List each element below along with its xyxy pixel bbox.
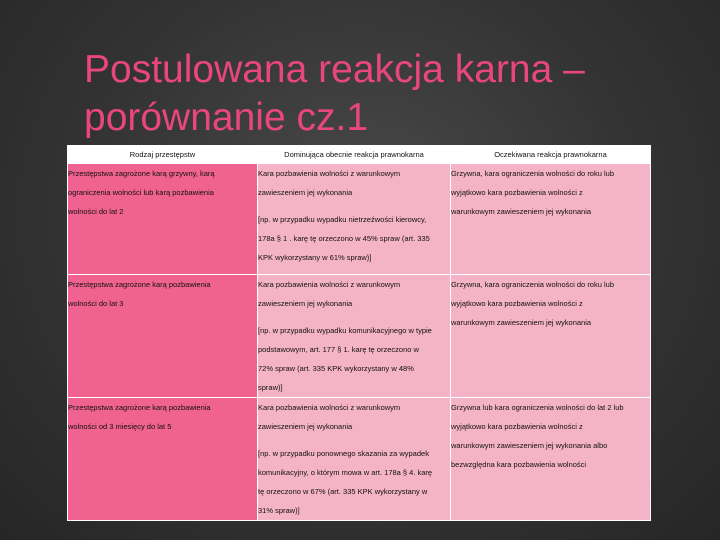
expected-reaction-cell: Grzywna, kara ograniczenia wolności do roku lub wyjątkowo kara pozbawienia wolności z warunkowym zawieszeniem jej wykonania — [451, 164, 651, 275]
header-current-reaction: Dominująca obecnie reakcja prawnokarna — [258, 146, 451, 164]
current-reaction-cell: Kara pozbawienia wolności z warunkowym zawieszeniem jej wykonania [np. w przypadku wypadku nietrzeźwości kierowcy, 178a § 1 . karę tę orzeczono w 45% spraw (art. 335 KPK wykorzystany w 61% spraw)] — [258, 164, 451, 275]
table-header-row — [68, 146, 651, 164]
header-offense-type: Rodzaj przestępstw — [68, 146, 258, 164]
expected-reaction-cell: Grzywna lub kara ograniczenia wolności do lat 2 lub wyjątkowo kara pozbawienia wolności z warunkowym zawieszeniem jej wykonania albo bezwzględna kara pozbawienia wolności — [451, 398, 651, 521]
slide-title: Postulowana reakcja karna – porównanie cz.1 — [84, 48, 585, 140]
offense-type-cell: Przestępstwa zagrożone karą pozbawienia wolności od 3 miesięcy do lat 5 — [68, 398, 258, 521]
header-expected-reaction: Oczekiwana reakcja prawnokarna — [451, 146, 651, 164]
current-reaction-cell: Kara pozbawienia wolności z warunkowym zawieszeniem jej wykonania [np. w przypadku wypadku komunikacyjnego w typie podstawowym, art. 177 § 1. karę tę orzeczono w 72% spraw (art. 335 KPK wykorzystany w 48% spraw)] — [258, 275, 451, 398]
table-row — [68, 398, 651, 521]
expected-reaction-cell: Grzywna, kara ograniczenia wolności do roku lub wyjątkowo kara pozbawienia wolności z warunkowym zawieszeniem jej wykonania — [451, 275, 651, 398]
offense-type-cell: Przestępstwa zagrożone karą grzywny, karą ograniczenia wolności lub karą pozbawienia wolności do lat 2 — [68, 164, 258, 275]
offense-type-cell: Przestępstwa zagrożone karą pozbawienia wolności do lat 3 — [68, 275, 258, 398]
comparison-table — [67, 145, 651, 521]
table-row — [68, 164, 651, 275]
current-reaction-cell: Kara pozbawienia wolności z warunkowym zawieszeniem jej wykonania [np. w przypadku ponownego skazania za wypadek komunikacyjny, o którym mowa w art. 178a § 4. karę tę orzeczono w 67% (art. 335 KPK wykorzystany w 31% spraw)] — [258, 398, 451, 521]
table-row — [68, 275, 651, 398]
